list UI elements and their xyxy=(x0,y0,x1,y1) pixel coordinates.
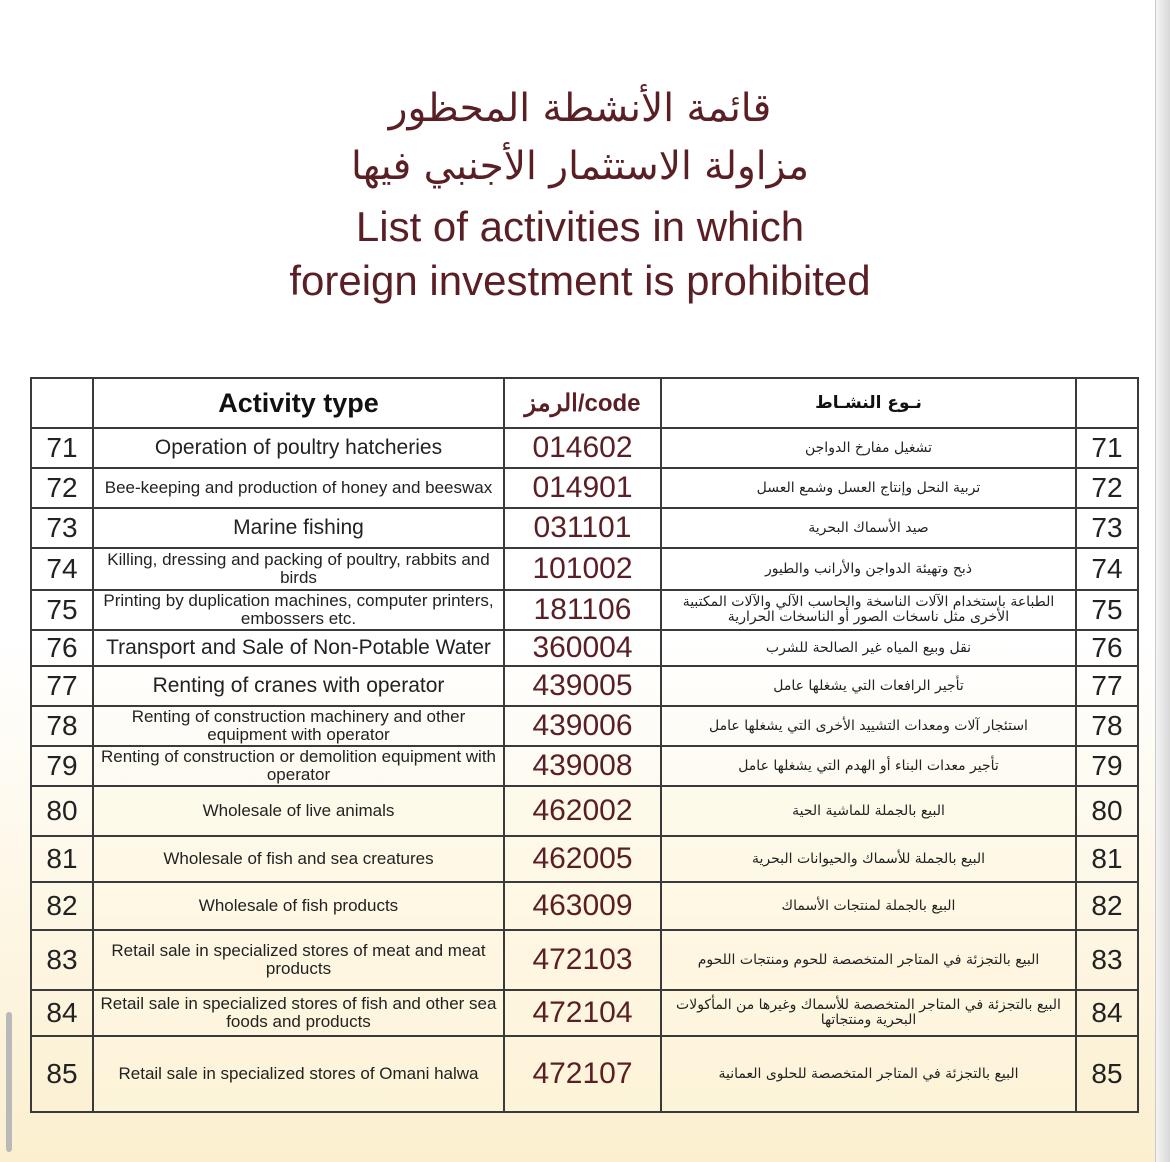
table-row xyxy=(31,666,1138,706)
activity-code-cell: 031101 xyxy=(504,508,661,548)
row-number-right: 71 xyxy=(1076,428,1138,468)
activity-type-cell: Renting of construction machinery and other equipment with operator xyxy=(93,706,504,746)
row-number-right: 85 xyxy=(1076,1036,1138,1112)
header-number-right xyxy=(1076,378,1138,428)
row-number-left: 77 xyxy=(31,666,93,706)
activity-type-arabic-cell: ذبح وتهيئة الدواجن والأرانب والطيور xyxy=(661,548,1076,590)
activity-type-arabic-cell: تأجير الرافعات التي يشغلها عامل xyxy=(661,666,1076,706)
row-number-left: 71 xyxy=(31,428,93,468)
activity-code-cell: 462005 xyxy=(504,836,661,882)
row-number-right: 78 xyxy=(1076,706,1138,746)
activity-type-cell: Operation of poultry hatcheries xyxy=(93,428,504,468)
activities-table xyxy=(30,377,1139,1113)
row-number-right: 77 xyxy=(1076,666,1138,706)
table-header-row xyxy=(31,378,1138,428)
activity-type-arabic-cell: نقل وبيع المياه غير الصالحة للشرب xyxy=(661,630,1076,666)
row-number-left: 81 xyxy=(31,836,93,882)
table-row xyxy=(31,882,1138,930)
activity-type-arabic-cell: البيع بالتجزئة في المتاجر المتخصصة للحوم ومنتجات اللحوم xyxy=(661,930,1076,990)
row-number-left: 84 xyxy=(31,990,93,1036)
activity-code-cell: 439006 xyxy=(504,706,661,746)
activity-type-cell: Renting of cranes with operator xyxy=(93,666,504,706)
row-number-right: 82 xyxy=(1076,882,1138,930)
title-english-line-1: List of activities in which xyxy=(355,203,805,250)
row-number-right: 84 xyxy=(1076,990,1138,1036)
table-row xyxy=(31,548,1138,590)
activity-type-arabic-cell: الطباعة باستخدام الآلات الناسخة والحاسب الآلي والآلات المكتبية الأخرى مثل ناسخات الصور أو الناسخات الحرارية xyxy=(661,590,1076,630)
table-row xyxy=(31,990,1138,1036)
header-number-left xyxy=(31,378,93,428)
activity-code-cell: 472107 xyxy=(504,1036,661,1112)
table-row xyxy=(31,786,1138,836)
row-number-left: 72 xyxy=(31,468,93,508)
row-number-right: 76 xyxy=(1076,630,1138,666)
activity-type-cell: Killing, dressing and packing of poultry, rabbits and birds xyxy=(93,548,504,590)
activity-code-cell: 463009 xyxy=(504,882,661,930)
activity-type-arabic-cell: تربية النحل وإنتاج العسل وشمع العسل xyxy=(661,468,1076,508)
activity-type-arabic-cell: البيع بالجملة للماشية الحية xyxy=(661,786,1076,836)
activity-type-cell: Marine fishing xyxy=(93,508,504,548)
activity-type-arabic-cell: البيع بالجملة لمنتجات الأسماك xyxy=(661,882,1076,930)
activity-type-cell: Bee-keeping and production of honey and beeswax xyxy=(93,468,504,508)
table-row xyxy=(31,1036,1138,1112)
table-row xyxy=(31,746,1138,786)
title-arabic-line-2: مزاولة الاستثمار الأجنبي فيها xyxy=(350,144,810,189)
activity-type-arabic-cell: البيع بالتجزئة في المتاجر المتخصصة للأسماك وغيرها من المأكولات البحرية ومنتجاتها xyxy=(661,990,1076,1036)
activity-type-cell: Retail sale in specialized stores of Omani halwa xyxy=(93,1036,504,1112)
row-number-right: 83 xyxy=(1076,930,1138,990)
activity-type-cell: Wholesale of fish and sea creatures xyxy=(93,836,504,882)
row-number-right: 81 xyxy=(1076,836,1138,882)
table-row xyxy=(31,590,1138,630)
row-number-left: 85 xyxy=(31,1036,93,1112)
row-number-left: 79 xyxy=(31,746,93,786)
row-number-left: 74 xyxy=(31,548,93,590)
activity-type-arabic-cell: صيد الأسماك البحرية xyxy=(661,508,1076,548)
table-row xyxy=(31,930,1138,990)
activity-type-arabic-cell: استئجار آلات ومعدات التشييد الأخرى التي يشغلها عامل xyxy=(661,706,1076,746)
activity-type-cell: Printing by duplication machines, computer printers, embossers etc. xyxy=(93,590,504,630)
header-code: الرمز/code xyxy=(504,378,661,428)
activity-code-cell: 014602 xyxy=(504,428,661,468)
activity-type-cell: Transport and Sale of Non-Potable Water xyxy=(93,630,504,666)
activity-code-cell: 462002 xyxy=(504,786,661,836)
row-number-left: 80 xyxy=(31,786,93,836)
row-number-left: 73 xyxy=(31,508,93,548)
row-number-left: 82 xyxy=(31,882,93,930)
activity-code-cell: 360004 xyxy=(504,630,661,666)
activity-type-cell: Wholesale of fish products xyxy=(93,882,504,930)
activity-code-cell: 101002 xyxy=(504,548,661,590)
row-number-left: 83 xyxy=(31,930,93,990)
table-row xyxy=(31,468,1138,508)
table-body xyxy=(31,428,1138,1112)
activity-code-cell: 014901 xyxy=(504,468,661,508)
scrollbar-thumb[interactable] xyxy=(6,1012,12,1152)
table-row xyxy=(31,508,1138,548)
row-number-right: 79 xyxy=(1076,746,1138,786)
title-block xyxy=(0,80,1160,308)
activity-type-arabic-cell: البيع بالجملة للأسماك والحيوانات البحرية xyxy=(661,836,1076,882)
table-row xyxy=(31,428,1138,468)
header-activity-type-arabic: نـوع النشـاط xyxy=(661,378,1076,428)
activity-code-cell: 439005 xyxy=(504,666,661,706)
activity-code-cell: 439008 xyxy=(504,746,661,786)
row-number-right: 74 xyxy=(1076,548,1138,590)
table-row xyxy=(31,836,1138,882)
row-number-left: 75 xyxy=(31,590,93,630)
activity-code-cell: 181106 xyxy=(504,590,661,630)
activity-code-cell: 472104 xyxy=(504,990,661,1036)
row-number-right: 80 xyxy=(1076,786,1138,836)
row-number-right: 72 xyxy=(1076,468,1138,508)
header-activity-type: Activity type xyxy=(93,378,504,428)
activity-code-cell: 472103 xyxy=(504,930,661,990)
row-number-right: 73 xyxy=(1076,508,1138,548)
activity-type-arabic-cell: تشغيل مفارخ الدواجن xyxy=(661,428,1076,468)
activity-type-arabic-cell: تأجير معدات البناء أو الهدم التي يشغلها عامل xyxy=(661,746,1076,786)
activity-type-cell: Wholesale of live animals xyxy=(93,786,504,836)
table-row xyxy=(31,706,1138,746)
table-row xyxy=(31,630,1138,666)
title-arabic-line-1: قائمة الأنشطة المحظور xyxy=(388,86,772,131)
title-english-line-2: foreign investment is prohibited xyxy=(289,257,871,304)
row-number-left: 76 xyxy=(31,630,93,666)
activity-type-cell: Retail sale in specialized stores of fish and other sea foods and products xyxy=(93,990,504,1036)
activity-type-cell: Renting of construction or demolition equipment with operator xyxy=(93,746,504,786)
row-number-right: 75 xyxy=(1076,590,1138,630)
activity-type-arabic-cell: البيع بالتجزئة في المتاجر المتخصصة للحلوى العمانية xyxy=(661,1036,1076,1112)
row-number-left: 78 xyxy=(31,706,93,746)
activity-type-cell: Retail sale in specialized stores of meat and meat products xyxy=(93,930,504,990)
